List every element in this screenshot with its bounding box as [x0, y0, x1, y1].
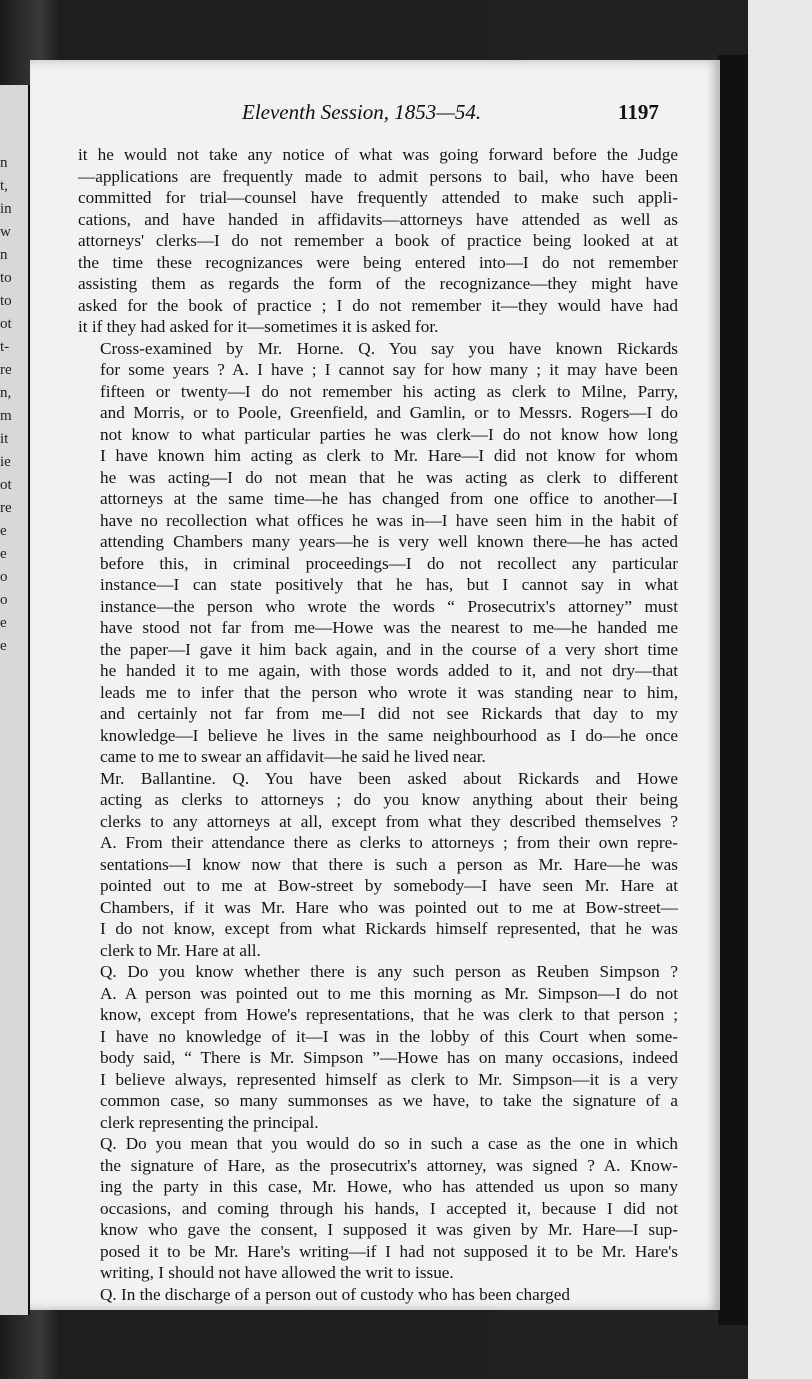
text-line: I believe always, represented himself as clerk to Mr. Simpson—it is a very	[100, 1069, 678, 1089]
left-page-fragment: ie	[0, 454, 11, 470]
text-line: have no recollection what offices he was in—I have seen him in the habit of	[100, 510, 678, 530]
text-line: the paper—I gave it him back again, and in the course of a very short time	[100, 639, 678, 659]
text-line: attending Chambers many years—he is very well known there—he has acted	[100, 532, 678, 551]
text-line: it if they had asked for it—sometimes it is asked for.	[78, 317, 439, 336]
text-line: cations, and have handed in affidavits—attorneys have attended as well as	[78, 209, 678, 229]
text-line: assisting them as regards the form of the recognizance—they might have	[78, 274, 678, 293]
text-line: attorneys' clerks—I do not remember a book of practice being looked at at	[78, 231, 678, 250]
text-line: leads me to infer that the person who wrote it was standing near to him,	[100, 682, 678, 702]
text-line: instance—I can state positively that he has, but I cannot say in what	[100, 575, 678, 594]
left-page-fragment: to	[0, 270, 12, 286]
left-page-fragment: e	[0, 546, 7, 562]
left-page-fragment: o	[0, 592, 8, 608]
left-page-fragment: in	[0, 201, 12, 217]
page-body	[78, 144, 678, 1305]
left-page-fragment: n,	[0, 385, 12, 401]
text-line: —applications are frequently made to admit persons to bail, who have been	[78, 166, 678, 186]
scanner-margin	[748, 0, 812, 1379]
paragraph	[78, 768, 678, 962]
text-line: Q. Do you know whether there is any such person as Reuben Simpson ?	[100, 962, 678, 981]
text-line: have stood not far from me—Howe was the nearest to me—he handed me	[100, 618, 678, 637]
text-line: clerk representing the principal.	[100, 1112, 319, 1132]
text-line: clerk to Mr. Hare at all.	[100, 940, 261, 960]
left-page-fragment: t,	[0, 178, 8, 194]
text-line: he handed it to me again, with those words added to it, and not dry—that	[100, 661, 678, 680]
left-page-fragment: m	[0, 408, 12, 424]
text-line: attorneys at the same time—he has changed from one office to another—I	[100, 489, 678, 508]
paragraph	[78, 1284, 678, 1306]
text-line: fifteen or twenty—I do not remember his acting as clerk to Milne, Parry,	[100, 381, 678, 401]
text-line: Chambers, if it was Mr. Hare who was pointed out to me at Bow-street—	[100, 897, 678, 917]
text-line: acting as clerks to attorneys ; do you know anything about their being	[100, 790, 678, 809]
text-line: I do not know, except from what Rickards himself represented, that he was	[100, 919, 678, 938]
text-line: instance—the person who wrote the words “ Prosecutrix's attorney” must	[100, 596, 678, 616]
paragraph	[78, 144, 678, 338]
text-line: and Morris, or to Poole, Greenfield, and Gamlin, or to Messrs. Rogers—I do	[100, 403, 678, 422]
text-line: know, except from Howe's representations, that he was clerk to that person ;	[100, 1005, 678, 1024]
page-header	[30, 92, 720, 122]
text-line: the time these recognizances were being entered into—I do not remember	[78, 252, 678, 272]
text-line: occasions, and coming through his hands, I accepted it, because I did not	[100, 1198, 678, 1218]
left-page-fragment: re	[0, 500, 12, 516]
text-line: sentations—I know now that there is such a person as Mr. Hare—he was	[100, 854, 678, 874]
text-line: Q. In the discharge of a person out of custody who has been charged	[100, 1284, 570, 1304]
text-line: for some years ? A. I have ; I cannot say for how many ; it may have been	[100, 360, 678, 379]
book-binding-edge	[718, 55, 748, 1325]
left-page-fragment: it	[0, 431, 9, 447]
text-line: I have known him acting as clerk to Mr. Hare—I did not know for whom	[100, 446, 678, 465]
text-line: before this, in criminal proceedings—I do not recollect any particular	[100, 553, 678, 573]
left-page-fragment: re	[0, 362, 12, 378]
paragraph	[78, 1133, 678, 1284]
left-page-fragment: t-	[0, 339, 10, 355]
book-page	[30, 60, 720, 1310]
text-line: and certainly not far from me—I did not see Rickards that day to my	[100, 704, 678, 723]
text-line: pointed out to me at Bow-street by somebody—I have seen Mr. Hare at	[100, 876, 678, 895]
left-page-fragment: e	[0, 523, 7, 539]
left-page-fragment: e	[0, 615, 7, 631]
text-line: came to me to swear an affidavit—he said he lived near.	[100, 747, 486, 766]
text-line: Q. Do you mean that you would do so in such a case as the one in which	[100, 1134, 678, 1153]
text-line: Mr. Ballantine. Q. You have been asked about Rickards and Howe	[100, 768, 678, 788]
left-page-fragment: to	[0, 293, 12, 309]
running-head: Eleventh Session, 1853—54.	[242, 100, 482, 124]
page-number: 1197	[618, 100, 659, 124]
paragraph	[78, 961, 678, 1133]
left-page-fragment: w	[0, 224, 11, 240]
left-page-fragment: o	[0, 569, 8, 585]
text-line: writing, I should not have allowed the writ to issue.	[100, 1263, 454, 1282]
left-page-edge	[0, 85, 30, 1315]
text-line: it he would not take any notice of what was going forward before the Judge	[78, 145, 678, 164]
text-line: Cross-examined by Mr. Horne. Q. You say you have known Rickards	[100, 338, 678, 358]
text-line: asked for the book of practice ; I do not remember it—they would have had	[78, 295, 678, 315]
text-line: knowledge—I believe he lives in the same neighbourhood as I do—he once	[100, 725, 678, 745]
text-line: know who gave the consent, I supposed it was given by Mr. Hare—I sup-	[100, 1220, 678, 1239]
text-line: the signature of Hare, as the prosecutrix's attorney, was signed ? A. Know-	[100, 1155, 678, 1175]
text-line: posed it to be Mr. Hare's writing—if I had not supposed it to be Mr. Hare's	[100, 1241, 678, 1261]
left-page-fragment: n	[0, 155, 8, 171]
left-page-fragment: ot	[0, 316, 12, 332]
left-page-fragment: e	[0, 638, 7, 654]
text-line: ing the party in this case, Mr. Howe, who has attended us upon so many	[100, 1177, 678, 1196]
left-page-fragment: n	[0, 247, 8, 263]
text-line: I have no knowledge of it—I was in the lobby of this Court when some-	[100, 1026, 678, 1046]
text-line: he was acting—I do not mean that he was acting as clerk to different	[100, 467, 678, 487]
text-line: clerks to any attorneys at all, except from what they described themselves ?	[100, 811, 678, 831]
text-line: common case, so many summonses as we have, to take the signature of a	[100, 1091, 678, 1110]
text-line: body said, “ There is Mr. Simpson ”—Howe has on many occasions, indeed	[100, 1048, 678, 1067]
paragraph	[78, 338, 678, 768]
text-line: not know to what particular parties he was clerk—I do not know how long	[100, 424, 678, 444]
left-page-fragment: ot	[0, 477, 12, 493]
text-line: A. From their attendance there as clerks to attorneys ; from their own repre-	[100, 833, 678, 852]
text-line: committed for trial—counsel have frequently attended to make such appli-	[78, 188, 678, 207]
text-line: A. A person was pointed out to me this morning as Mr. Simpson—I do not	[100, 983, 678, 1003]
